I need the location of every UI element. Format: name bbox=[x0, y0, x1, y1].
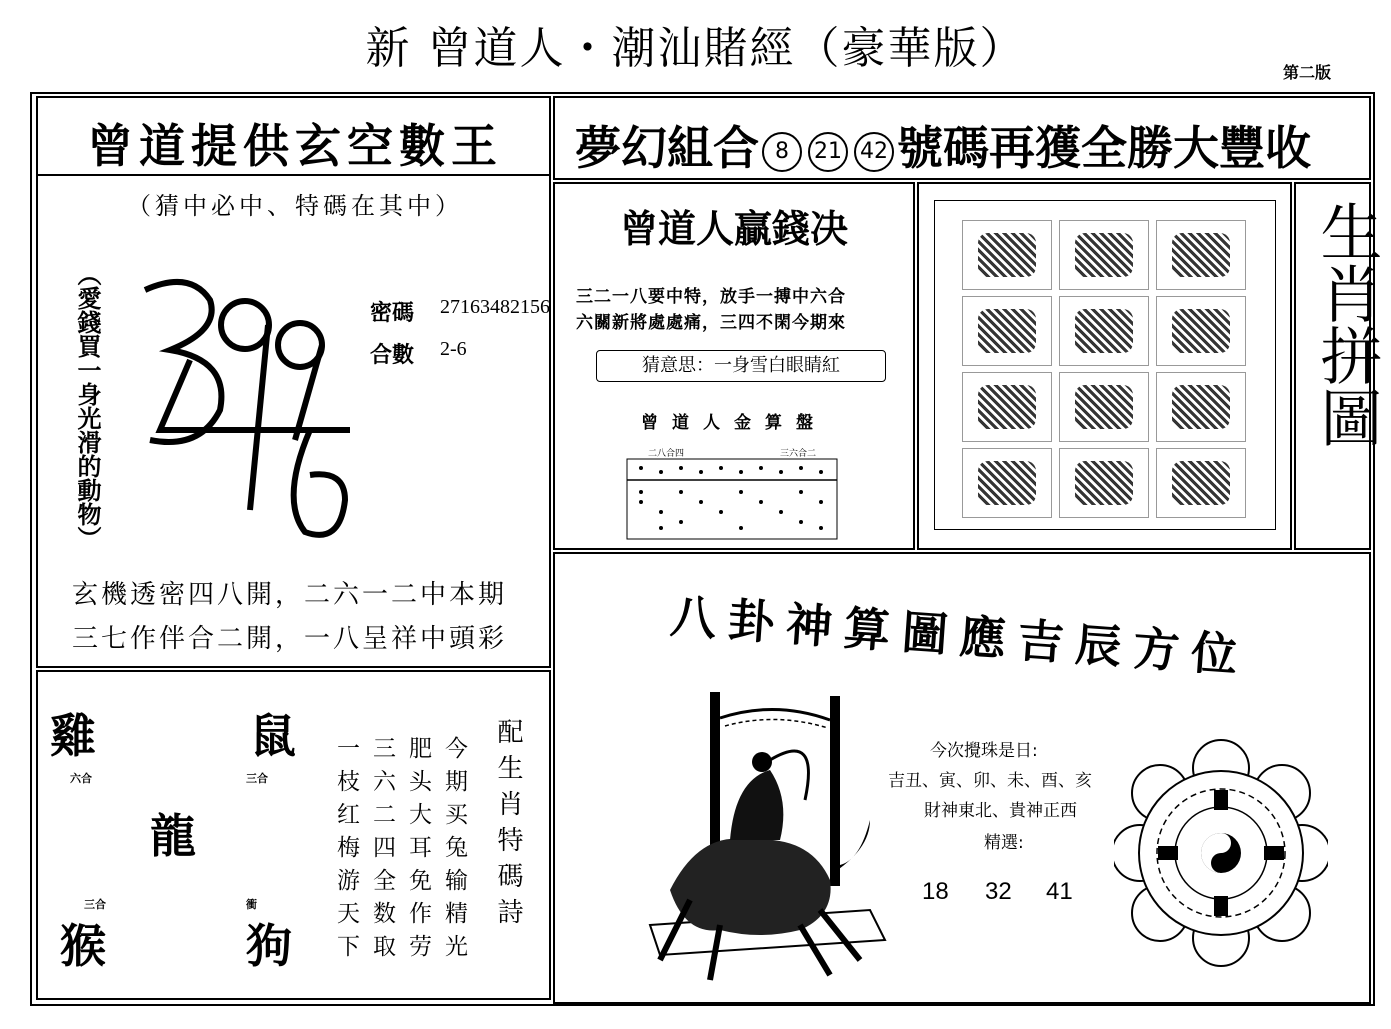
banner-number-2: 21 bbox=[808, 132, 848, 172]
sum-value: 2-6 bbox=[440, 338, 467, 360]
selected-number-2: 32 bbox=[985, 878, 1012, 905]
puzzle-cell bbox=[1059, 220, 1149, 290]
number-king-heading: 曾道提供玄空數王 bbox=[87, 119, 503, 173]
riddle-box: 猜意思：一身雪白眼睛紅 bbox=[596, 350, 886, 382]
monkey-tag: 三合 bbox=[84, 898, 106, 911]
puzzle-cell bbox=[1156, 372, 1246, 442]
poem-title: 配生肖特碼詩 bbox=[493, 718, 523, 934]
digit-9a-loop bbox=[221, 301, 269, 349]
poem-column-1: 今期买兔输精光 bbox=[441, 736, 467, 967]
puzzle-grid bbox=[962, 220, 1254, 520]
puzzle-cell bbox=[1156, 220, 1246, 290]
hint-vertical: （愛錢買一身光滑的動物） bbox=[73, 262, 101, 550]
draw-days: 吉丑、寅、卯、未、酉、亥 bbox=[888, 771, 1092, 791]
puzzle-cell bbox=[962, 372, 1052, 442]
big-handwritten-digits bbox=[130, 270, 360, 550]
banner-left-text: 夢幻組合 bbox=[575, 121, 759, 175]
draw-day-label: 今次攪珠是日: bbox=[930, 741, 1038, 761]
puzzle-cell bbox=[1059, 372, 1149, 442]
puzzle-cell bbox=[1059, 296, 1149, 366]
selected-number-3: 41 bbox=[1046, 878, 1073, 905]
chicken-tag: 六合 bbox=[70, 772, 92, 785]
puzzle-title: 生肖拼圖 bbox=[1310, 200, 1383, 448]
wealth-gods: 財神東北、貴神正西 bbox=[924, 801, 1077, 821]
selection-label: 精選: bbox=[984, 833, 1024, 853]
digit-4 bbox=[160, 360, 350, 430]
abacus-graphic bbox=[626, 458, 838, 540]
selected-number-1: 18 bbox=[922, 878, 949, 905]
puzzle-cell bbox=[962, 220, 1052, 290]
banner-number-3: 42 bbox=[854, 132, 894, 172]
code-value: 27163482156 bbox=[440, 296, 550, 318]
zodiac-chicken: 雞 bbox=[50, 709, 96, 763]
dog-tag: 衝 bbox=[246, 898, 257, 911]
puzzle-cell bbox=[1156, 296, 1246, 366]
number-king-subheading: （猜中必中、特碼在其中） bbox=[127, 192, 463, 220]
win-heading: 曾道人贏錢决 bbox=[619, 206, 848, 251]
puzzle-cell bbox=[1059, 448, 1149, 518]
abacus-left-label: 二八合四 bbox=[648, 449, 685, 459]
puzzle-cell bbox=[1156, 448, 1246, 518]
verse-line-1: 玄機透密四八開，二六一二中本期 bbox=[72, 580, 508, 610]
digit-3 bbox=[145, 282, 221, 442]
zodiac-dragon: 龍 bbox=[150, 809, 196, 863]
code-label: 密碼 bbox=[370, 301, 415, 326]
zodiac-rat: 鼠 bbox=[250, 709, 296, 763]
page-title: 新 曾道人・潮汕賭經（豪華版） bbox=[365, 23, 1026, 74]
poem-column-4: 一枝红梅游天下 bbox=[333, 736, 359, 967]
sum-label: 合數 bbox=[370, 343, 415, 368]
verse-line-2: 三七作伴合二開，一八呈祥中頭彩 bbox=[72, 624, 508, 654]
banner-right-text: 號碼再獲全勝大豐收 bbox=[897, 121, 1311, 175]
zodiac-monkey: 猴 bbox=[60, 919, 106, 973]
win-line-2: 六關新將處處痛，三四不閑今期來 bbox=[576, 313, 846, 333]
edition-label: 第二版 bbox=[1282, 63, 1331, 82]
banner-number-1: 8 bbox=[762, 132, 802, 172]
abacus-right-label: 三六合二 bbox=[780, 449, 817, 459]
puzzle-cell bbox=[962, 448, 1052, 518]
poem-column-2: 肥头大耳免作劳 bbox=[405, 736, 431, 967]
puzzle-cell bbox=[962, 296, 1052, 366]
digit-9b-tail bbox=[295, 345, 322, 440]
bagua-wheel bbox=[1114, 738, 1328, 968]
big-digits-text: 3 9 9 4 6 bbox=[380, 560, 385, 561]
warrior-horse-illustration bbox=[630, 690, 890, 990]
zodiac-dog: 狗 bbox=[246, 919, 292, 973]
rat-tag: 三合 bbox=[246, 772, 268, 785]
abacus-title: 曾道人金算盤 bbox=[641, 413, 827, 433]
bagua-title: 八卦神算圖應吉辰方位 bbox=[668, 588, 1251, 684]
digit-6 bbox=[294, 430, 345, 535]
poem-column-3: 三六二四全数取 bbox=[369, 736, 395, 967]
digit-9a-tail bbox=[250, 325, 268, 510]
win-line-1: 三二一八要中特，放手一搏中六合 bbox=[576, 287, 846, 307]
banner bbox=[575, 112, 1311, 178]
